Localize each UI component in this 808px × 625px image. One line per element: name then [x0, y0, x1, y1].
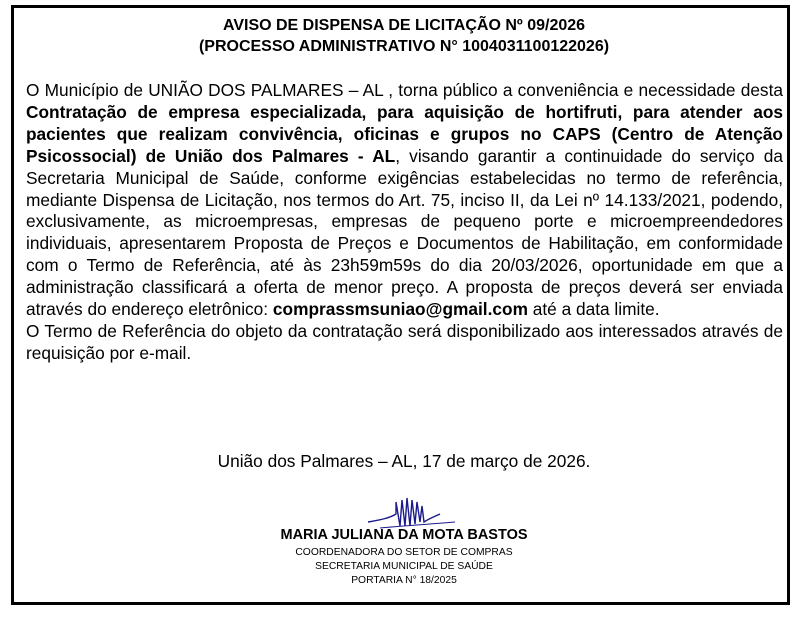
process-number: (PROCESSO ADMINISTRATIVO N° 1004031100122026) — [198, 38, 610, 55]
paragraph-reference: O Termo de Referência do objeto da contratação será disponibilizado aos interessados através de requisição por e-mail. — [26, 320, 783, 363]
signer-ordinance: PORTARIA N° 18/2025 — [351, 575, 457, 586]
date-line: União dos Palmares – AL, 17 de março de 2026. — [217, 451, 591, 471]
signer-role: COORDENADORA DO SETOR DE COMPRAS — [295, 547, 513, 558]
contract-object: Contratação de empresa especializada, para aquisição de hortifruti, para atender aos pacientes que realizam convivência, oficinas e grupos no CAPS (Centro de Atenção Psicossocial) de União dos Palmares - AL — [26, 101, 783, 166]
paragraph-intro: O Município de UNIÃO DOS PALMARES – AL , torna público a conveniência e necessidade desta — [26, 80, 783, 100]
notice-title: AVISO DE DISPENSA DE LICITAÇÃO Nº 09/2026 — [222, 17, 586, 34]
notice-body — [26, 80, 783, 365]
paragraph-main — [26, 80, 783, 321]
paragraph-deadline: até a data limite. — [527, 299, 660, 320]
signer-name: MARIA JULIANA DA MOTA BASTOS — [280, 527, 528, 543]
paragraph-conditions: , visando garantir a continuidade do serviço da Secretaria Municipal de Saúde, conforme exigências estabelecidas no termo de referência, mediante Dispensa de Licitação, nos termos do Art. 75, inciso II, da Lei nº 14.133/2021, podendo, exclusivamente, as microempresas, empresas de pequeno porte e microempreendedores individuais, apresentarem Proposta de Preços e Documentos de Habilitação, em conformidade com o Termo de Referência, até às 23h59m59s do dia 20/03/2026, oportunidade em que a administração classificará a oferta de menor preço. A proposta de preços deverá ser enviada através do endereço eletrônico: — [26, 145, 783, 320]
contact-email: comprassmsuniao@gmail.com — [272, 299, 528, 320]
signer-department: SECRETARIA MUNICIPAL DE SAÚDE — [315, 561, 493, 572]
